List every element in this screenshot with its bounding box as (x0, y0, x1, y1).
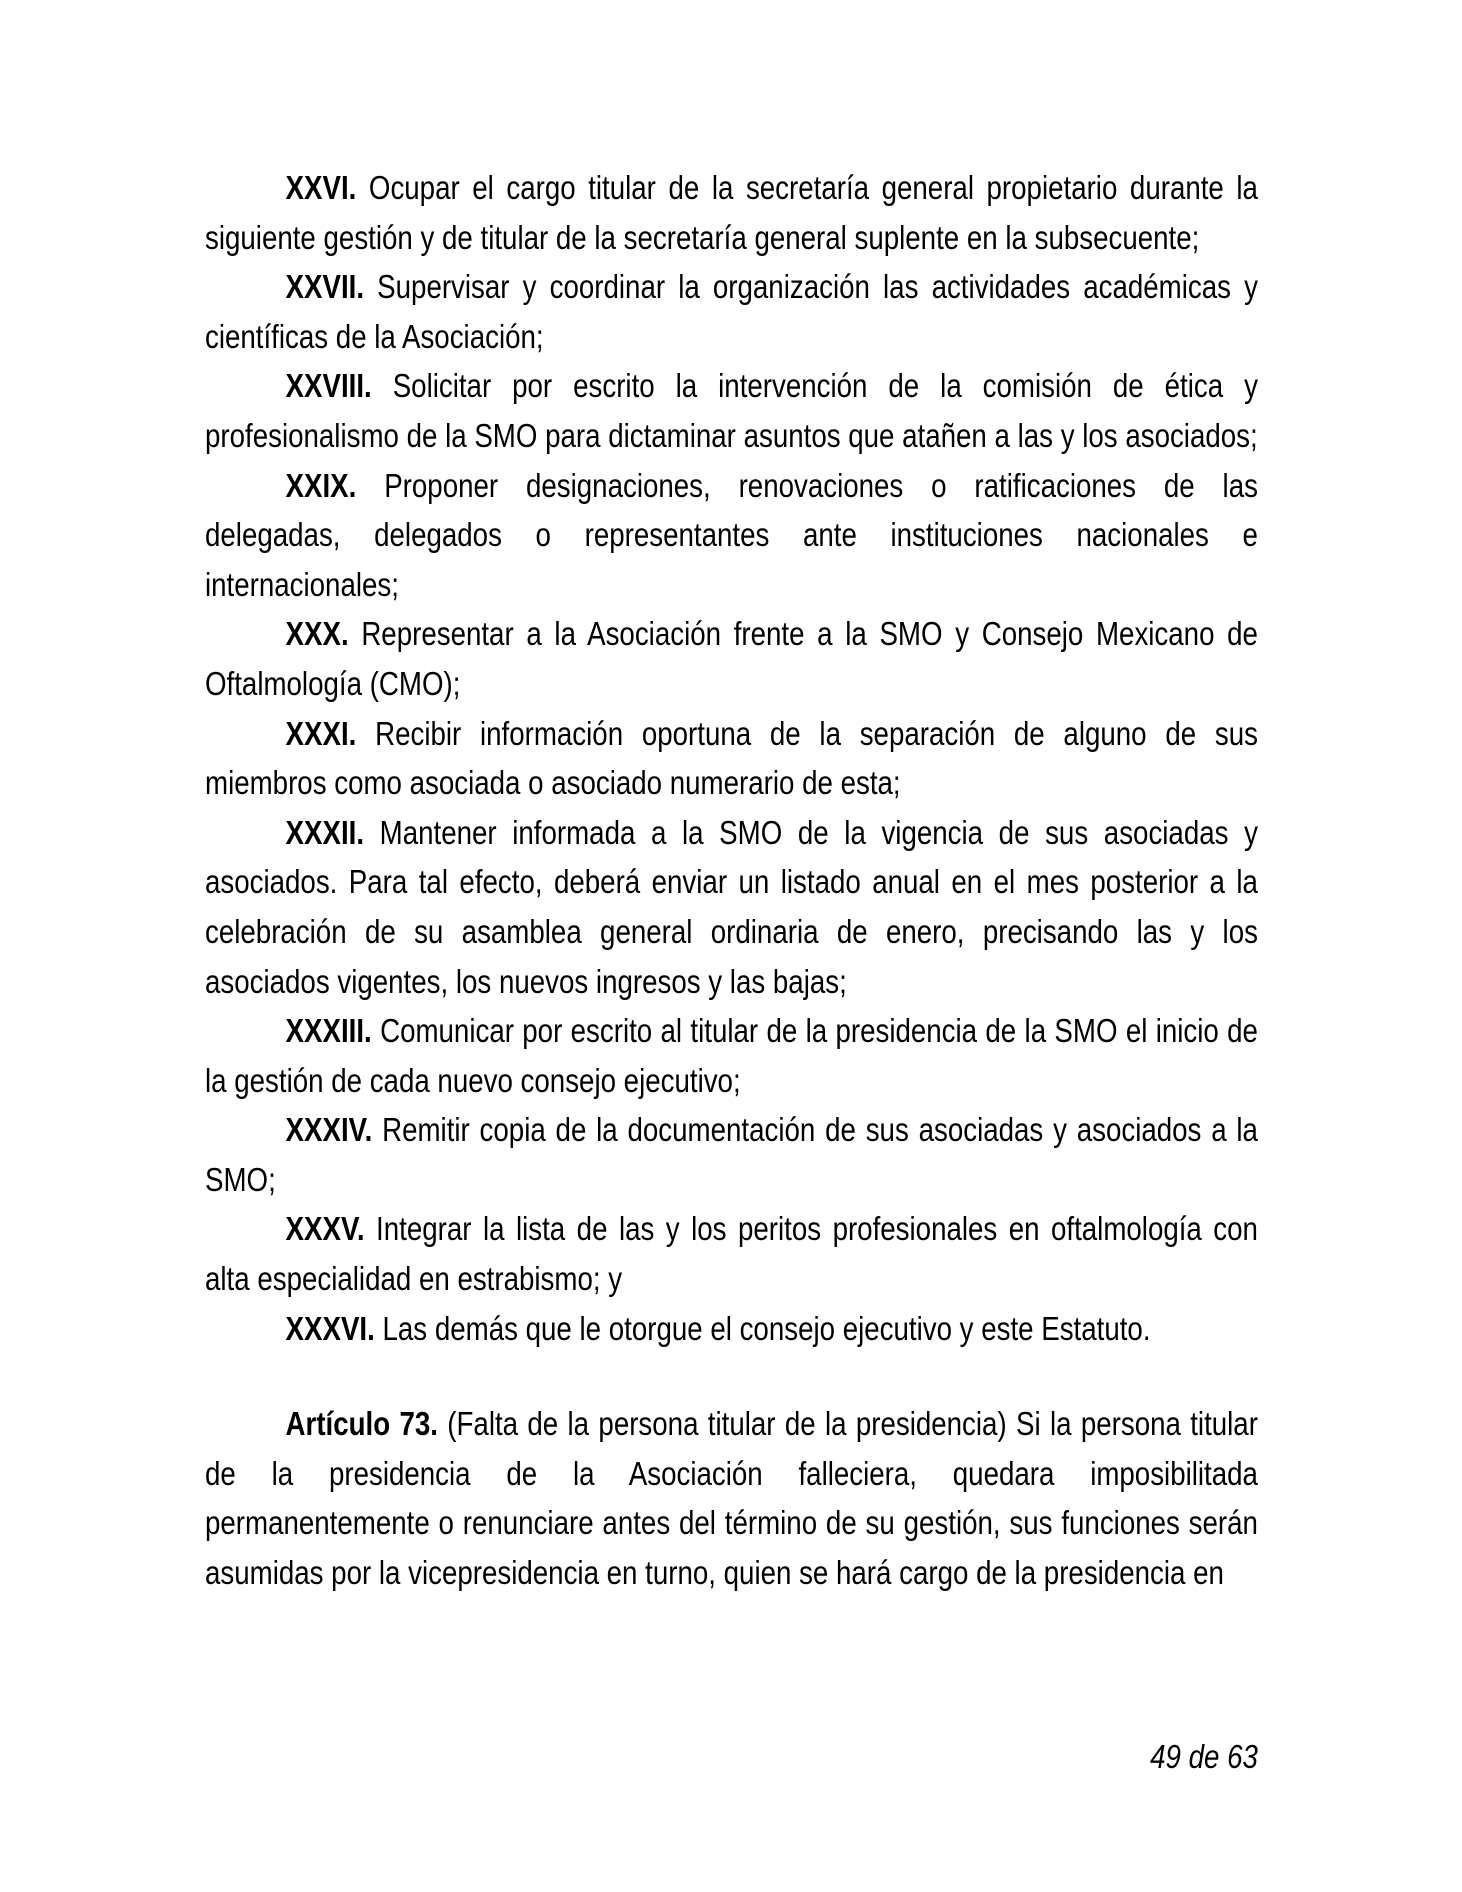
item-text: Integrar la lista de las y los peritos profesionales en oftalmología con alta especialidad en estrabismo; y (205, 1210, 1258, 1298)
statute-item-xxxv (205, 1204, 1258, 1303)
statute-item-xxxiv (205, 1105, 1258, 1204)
article-73-paragraph (205, 1399, 1258, 1597)
page-number: 49 de 63 (1150, 1738, 1258, 1775)
article-label: Artículo 73. (285, 1405, 438, 1443)
article-text: (Falta de la persona titular de la presidencia) Si la persona titular de la presidencia de la Asociación falleciera, quedara imposibilitada permanentemente o renunciare antes del término de su gestión, sus funciones serán asumidas por la vicepresidencia en turno, quien se hará cargo de la presidencia en (205, 1405, 1258, 1592)
item-text: Proponer designaciones, renovaciones o ratificaciones de las delegadas, delegados o representantes ante instituciones nacionales e internacionales; (205, 466, 1258, 603)
item-numeral: XXVI. (285, 169, 357, 206)
statute-item-xxvi (205, 163, 1258, 262)
item-text: Las demás que le otorgue el consejo ejecutivo y este Estatuto. (382, 1309, 1151, 1347)
item-numeral: XXX. (285, 615, 349, 653)
item-numeral: XXVIII. (285, 367, 372, 405)
item-numeral: XXXII. (285, 813, 365, 851)
item-numeral: XXXI. (285, 714, 357, 752)
statute-item-xxvii (205, 262, 1258, 361)
item-text: Solicitar por escrito la intervención de la comisión de ética y profesionalismo de la SMO para dictaminar asuntos que atañen a las y los asociados; (205, 367, 1258, 454)
item-text: Recibir información oportuna de la separación de alguno de sus miembros como asociada o asociado numerario de esta; (205, 714, 1258, 802)
item-text: Remitir copia de la documentación de sus asociadas y asociados a la SMO; (205, 1111, 1258, 1198)
item-text: Representar a la Asociación frente a la SMO y Consejo Mexicano de Oftalmología (CMO); (205, 615, 1258, 702)
item-numeral: XXXVI. (285, 1309, 375, 1347)
item-numeral: XXXIV. (285, 1111, 373, 1149)
item-text: Ocupar el cargo titular de la secretaría general propietario durante la siguiente gestión y de titular de la secretaría general suplente en la subsecuente; (205, 169, 1258, 256)
statute-item-xxxvi (205, 1304, 1258, 1354)
statute-item-xxviii (205, 361, 1258, 460)
item-numeral: XXIX. (285, 466, 357, 504)
item-text: Comunicar por escrito al titular de la presidencia de la SMO el inicio de la gestión de cada nuevo consejo ejecutivo; (205, 1012, 1258, 1099)
item-text: Supervisar y coordinar la organización las actividades académicas y científicas de la Asociación; (205, 268, 1258, 355)
statute-item-xxxii (205, 808, 1258, 1006)
item-numeral: XXVII. (285, 268, 365, 306)
statute-item-xxix (205, 461, 1258, 610)
page-text-block (205, 0, 1258, 1775)
statute-item-xxxiii (205, 1006, 1258, 1105)
item-numeral: XXXIII. (285, 1012, 372, 1050)
item-numeral: XXXV. (285, 1210, 365, 1248)
statute-item-xxxi (205, 709, 1258, 808)
statute-item-xxx (205, 609, 1258, 708)
item-text: Mantener informada a la SMO de la vigencia de sus asociadas y asociados. Para tal efecto, deberá enviar un listado anual en el mes posterior a la celebración de su asamblea general ordinaria de enero, precisando las y los asociados vigentes, los nuevos ingresos y las bajas; (205, 813, 1258, 1000)
